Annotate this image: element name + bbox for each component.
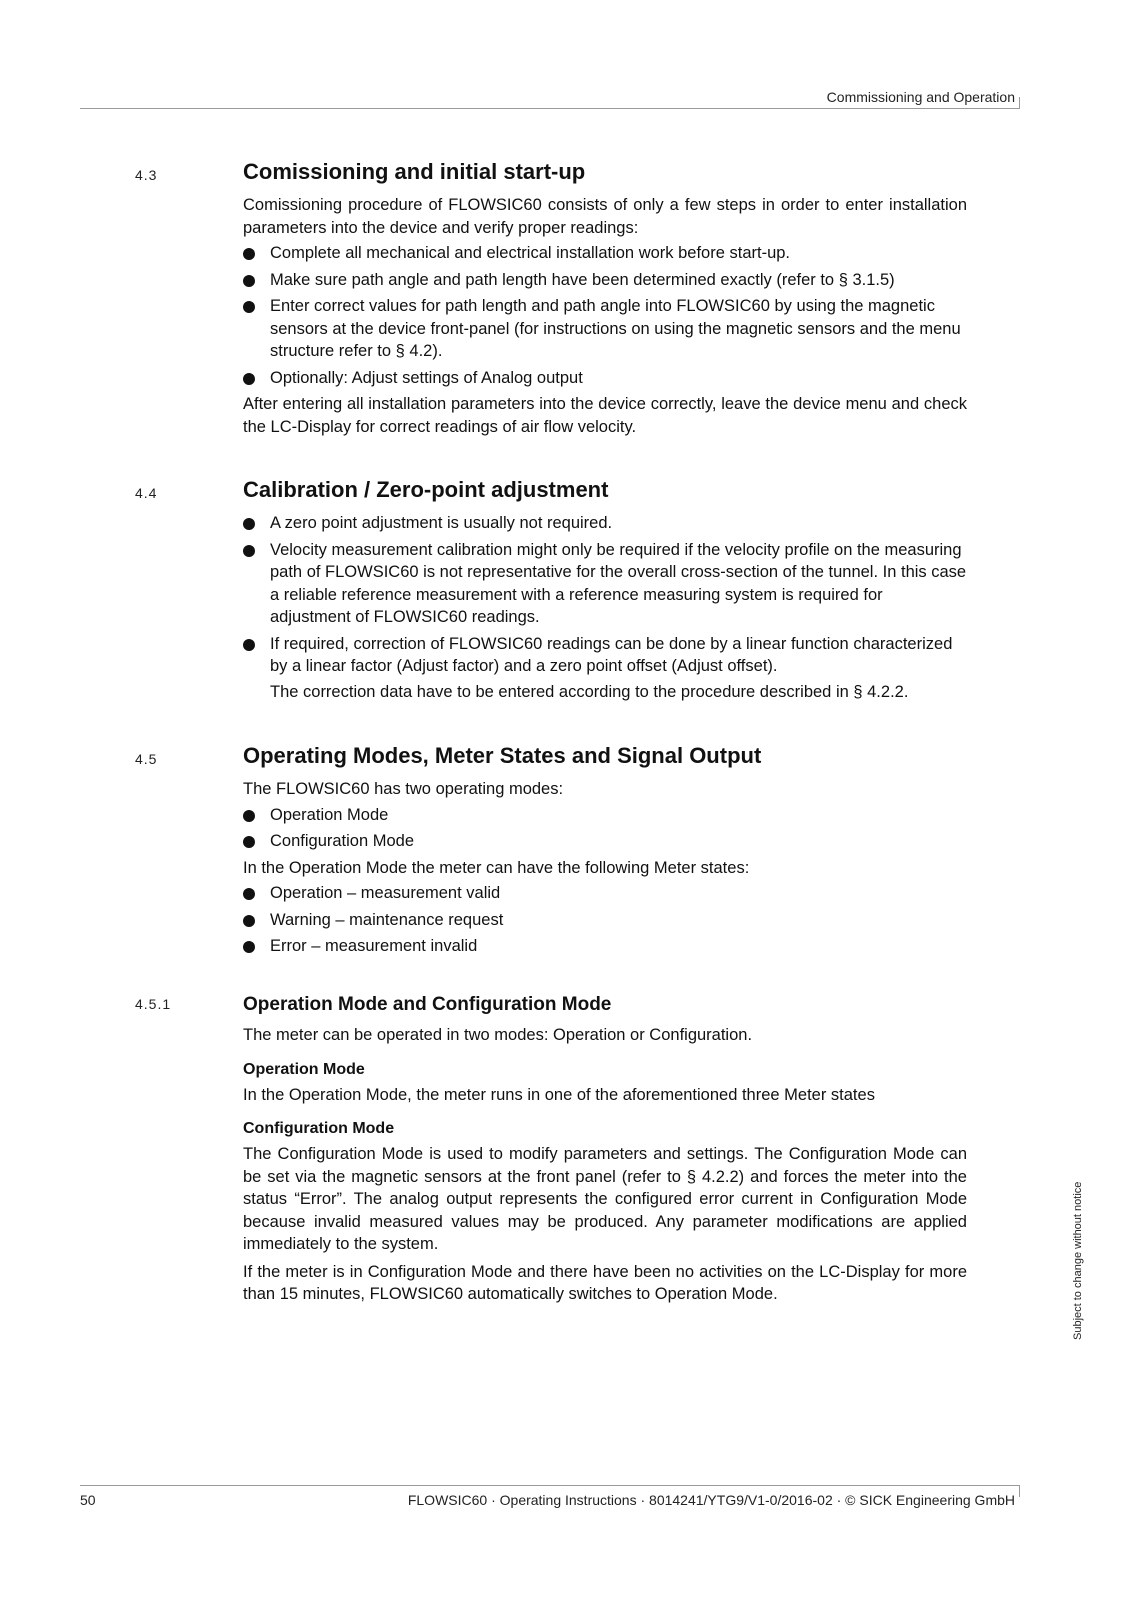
paragraph: In the Operation Mode, the meter runs in one of the aforementioned three Meter states bbox=[243, 1085, 875, 1104]
section-number: 4.5 bbox=[135, 751, 158, 767]
bullet-icon bbox=[243, 836, 255, 848]
bullet-list bbox=[243, 242, 967, 389]
bullet-icon bbox=[243, 373, 255, 385]
list-item: Operation Mode bbox=[243, 804, 967, 827]
list-item: If required, correction of FLOWSIC60 readings can be done by a linear function characterized by a linear factor (Adjust factor) and a zero point offset (Adjust offset). The correction data have to be entered according to the procedure described in § 4.2.2. bbox=[243, 633, 967, 704]
bullet-icon bbox=[243, 888, 255, 900]
list-item: Error – measurement invalid bbox=[243, 935, 967, 958]
list-item: Velocity measurement calibration might only be required if the velocity profile on the measuring path of FLOWSIC60 is not representative for the overall cross-section of the tunnel. In this case a reliable reference measurement with a reference measuring system is required for adjustment of FLOWSIC60 readings. bbox=[243, 539, 967, 629]
bullet-icon bbox=[243, 248, 255, 260]
section-title: Operating Modes, Meter States and Signal Output bbox=[243, 743, 762, 768]
paragraph: The FLOWSIC60 has two operating modes: bbox=[243, 780, 564, 798]
section-title: Calibration / Zero-point adjustment bbox=[243, 477, 609, 502]
subheading: Operation Mode bbox=[243, 1060, 365, 1078]
bullet-icon bbox=[243, 941, 255, 953]
bullet-icon bbox=[243, 545, 255, 557]
footer-rule bbox=[80, 1485, 1020, 1486]
subheading: Configuration Mode bbox=[243, 1120, 395, 1137]
bullet-list bbox=[243, 804, 967, 853]
subsection-title: Operation Mode and Configuration Mode bbox=[243, 994, 612, 1015]
list-item: Make sure path angle and path length have been determined exactly (refer to § 3.1.5) bbox=[243, 269, 967, 292]
paragraph: Comissioning procedure of FLOWSIC60 consists of only a few steps in order to enter installation parameters into the device and verify proper readings: bbox=[243, 196, 967, 237]
bullet-icon bbox=[243, 275, 255, 287]
page-number: 50 bbox=[80, 1492, 96, 1508]
footer-text: FLOWSIC60 · Operating Instructions · 8014241/YTG9/V1-0/2016-02 · © SICK Engineering GmbH bbox=[407, 1492, 1015, 1508]
bullet-list bbox=[243, 882, 967, 958]
section-number: 4.3 bbox=[135, 167, 158, 183]
list-item: Warning – maintenance request bbox=[243, 909, 967, 932]
running-header: Commissioning and Operation bbox=[826, 89, 1015, 105]
header-rule-tick bbox=[1019, 97, 1020, 109]
list-item: Optionally: Adjust settings of Analog output bbox=[243, 367, 967, 390]
section-4-5-1 bbox=[135, 992, 967, 1309]
bullet-icon bbox=[243, 915, 255, 927]
section-4-5 bbox=[135, 742, 967, 962]
paragraph: In the Operation Mode the meter can have the following Meter states: bbox=[243, 858, 750, 877]
side-note: Subject to change without notice bbox=[1072, 1181, 1084, 1340]
list-item: Enter correct values for path length and path angle into FLOWSIC60 by using the magnetic sensors at the device front-panel (for instructions on using the magnetic sensors and the menu structure refer to § 4.2). bbox=[243, 295, 967, 363]
list-item: Configuration Mode bbox=[243, 830, 967, 853]
section-4-3 bbox=[135, 158, 967, 441]
section-number: 4.5.1 bbox=[135, 996, 172, 1012]
header-rule bbox=[80, 108, 1020, 109]
section-4-4 bbox=[135, 476, 967, 707]
paragraph: The meter can be operated in two modes: Operation or Configuration. bbox=[243, 1026, 753, 1044]
bullet-list bbox=[243, 512, 967, 703]
bullet-icon bbox=[243, 518, 255, 530]
bullet-icon bbox=[243, 810, 255, 822]
bullet-icon bbox=[243, 639, 255, 651]
bullet-continuation: The correction data have to be entered according to the procedure described in § 4.2.2. bbox=[270, 682, 909, 701]
bullet-icon bbox=[243, 301, 255, 313]
paragraph: After entering all installation parameters into the device correctly, leave the device menu and check the LC-Display for correct readings of air flow velocity. bbox=[243, 395, 967, 436]
paragraph: If the meter is in Configuration Mode and there have been no activities on the LC-Display for more than 15 minutes, FLOWSIC60 automatically switches to Operation Mode. bbox=[243, 1262, 967, 1303]
list-item: A zero point adjustment is usually not required. bbox=[243, 512, 967, 535]
footer-rule-tick bbox=[1019, 1485, 1020, 1497]
paragraph: The Configuration Mode is used to modify parameters and settings. The Configuration Mode can be set via the magnetic sensors at the front panel (refer to § 4.2.2) and forces the meter into the status “Error”. The analog output represents the configured error current in Configuration Mode because invalid measured values may be produced. Any parameter modifications are applied immediately to the system. bbox=[243, 1145, 967, 1253]
section-title: Comissioning and initial start-up bbox=[243, 159, 586, 184]
list-item: Operation – measurement valid bbox=[243, 882, 967, 905]
section-number: 4.4 bbox=[135, 485, 158, 501]
list-item: Complete all mechanical and electrical installation work before start-up. bbox=[243, 242, 967, 265]
